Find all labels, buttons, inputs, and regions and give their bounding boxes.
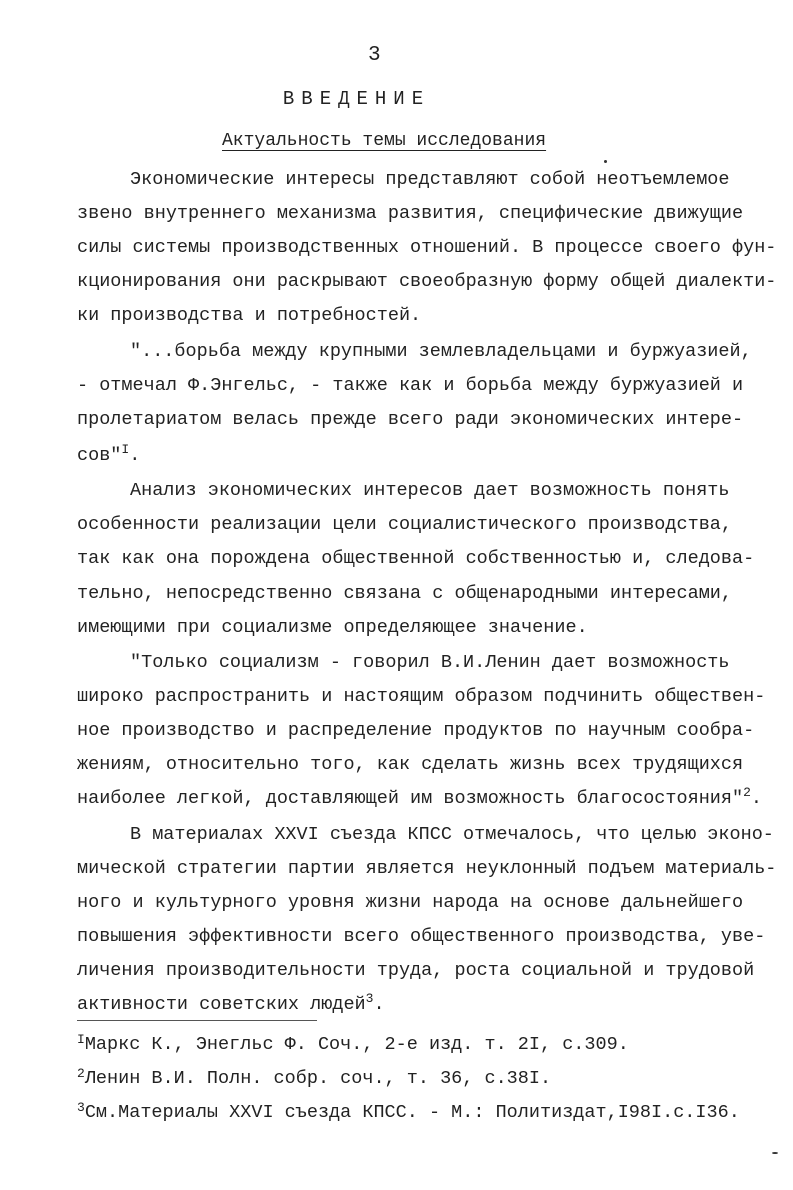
section-subheading: Актуальность темы исследования — [222, 131, 547, 151]
body-line: ное производство и распределение продуктов по научным сообра- — [77, 720, 755, 741]
body-line: личения производительности труда, роста социальной и трудовой — [77, 960, 755, 981]
body-line: - отмечал Ф.Энгельс, - также как и борьба между буржуазией и — [77, 375, 744, 396]
footnote-separator — [77, 1020, 317, 1021]
footnote-mark: 2 — [77, 1066, 85, 1081]
footnote-ref: I — [121, 442, 130, 457]
body-line-with-ref — [77, 442, 141, 466]
body-line: Анализ экономических интересов дает возможность понять — [130, 480, 730, 501]
footnote — [77, 1102, 740, 1123]
page-heading: ВВЕДЕНИЕ — [282, 88, 431, 110]
ref-tail: . — [750, 788, 763, 809]
ref-tail: . — [373, 994, 385, 1015]
body-line: имеющими при социализме определяющее значение. — [77, 617, 588, 638]
body-line: ного и культурного уровня жизни народа на основе дальнейшего — [77, 892, 744, 913]
body-line: "Только социализм - говорил В.И.Ленин дает возможность — [130, 652, 730, 673]
footnote — [77, 1068, 551, 1089]
body-line: кционирования они раскрывают своеобразную форму общей диалекти- — [77, 271, 777, 292]
scan-speck — [604, 160, 607, 163]
body-line: особенности реализации цели социалистического производства, — [77, 514, 733, 535]
footnote-ref: 2 — [743, 785, 751, 800]
body-line: так как она порождена общественной собственностью и, следова- — [77, 548, 755, 569]
footnote-mark: 3 — [77, 1100, 85, 1115]
body-line: силы системы производственных отношений. В процессе своего фун- — [77, 237, 777, 258]
body-line: Экономические интересы представляют собой неотъемлемое — [130, 169, 730, 190]
body-line: широко распространить и настоящим образом подчинить обществен- — [77, 686, 766, 707]
body-line: В материалах XXVI съезда КПСС отмечалось, что целью эконо- — [130, 824, 774, 845]
footnote-text: Ленин В.И. Полн. собр. соч., т. 36, с.38I. — [84, 1068, 552, 1089]
page-number: 3 — [368, 44, 381, 67]
body-line-with-ref — [77, 991, 385, 1015]
body-line: мической стратегии партии является неуклонный подъем материаль- — [77, 858, 777, 879]
body-line: тельно, непосредственно связана с общенародными интересами, — [77, 583, 733, 604]
body-line: сов" — [77, 445, 122, 466]
scan-speck — [772, 1152, 778, 1154]
body-line: жениям, относительно того, как сделать жизнь всех трудящихся — [77, 754, 744, 775]
footnote-ref: 3 — [365, 991, 374, 1006]
footnote — [77, 1034, 629, 1055]
body-line: активности советских людей — [77, 994, 366, 1015]
body-line: "...борьба между крупными землевладельцами и буржуазией, — [130, 341, 752, 362]
body-line: ки производства и потребностей. — [77, 305, 422, 326]
footnote-mark: I — [77, 1032, 85, 1047]
body-line: пролетариатом велась прежде всего ради экономических интере- — [77, 409, 744, 430]
body-line: звено внутреннего механизма развития, специфические движущие — [77, 203, 744, 224]
body-line-with-ref — [77, 785, 763, 809]
body-line: наиболее легкой, доставляющей им возможность благосостояния" — [77, 788, 744, 809]
ref-tail: . — [129, 445, 141, 466]
footnote-text: Маркс К., Энегльс Ф. Соч., 2-е изд. т. 2I, с.309. — [84, 1034, 629, 1055]
footnote-text: См.Материалы XXVI съезда КПСС. - М.: Политиздат,I98I.с.I36. — [84, 1102, 740, 1123]
body-line: повышения эффективности всего общественного производства, уве- — [77, 926, 766, 947]
